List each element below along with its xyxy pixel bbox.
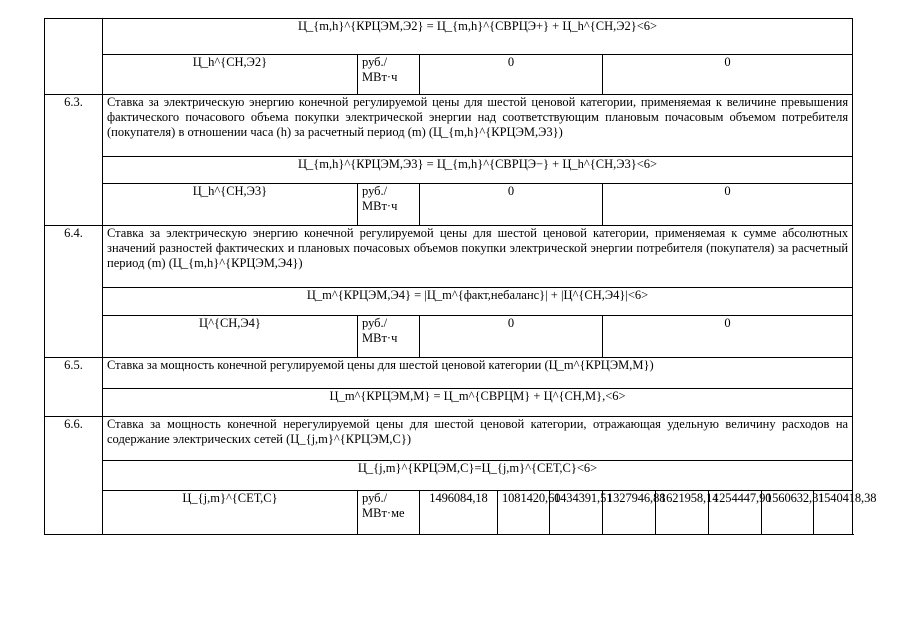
formula-c	[103, 461, 853, 491]
table-row	[45, 389, 853, 417]
label-text: Ц^{СН,Э4}	[199, 316, 261, 330]
label-e2	[103, 55, 358, 95]
unit-e2	[358, 55, 420, 95]
formula-e2	[103, 19, 853, 55]
value-text: 0	[724, 316, 731, 330]
description-63	[103, 95, 853, 157]
unit-e4	[358, 316, 420, 358]
unit-e3	[358, 184, 420, 226]
value-text: 1496084,18	[429, 491, 488, 505]
row-number	[45, 95, 103, 226]
table-row	[45, 184, 853, 226]
value-text: 0	[507, 316, 515, 330]
label-text: Ц_h^{СН,Э3}	[192, 184, 268, 198]
formula-text: Ц_{m,h}^{КРЦЭМ,Э2} = Ц_{m,h}^{СВРЦЭ+} + Ц_h^{СН,Э2}<6>	[298, 19, 658, 33]
value-c-7	[762, 491, 825, 535]
formula-m	[103, 389, 853, 417]
unit-line: руб./	[362, 491, 388, 505]
value-c-2	[498, 491, 561, 535]
description-text: Ставка за мощность конечной нерегулируемой цены для шестой ценовой категории, отражающая удельную величину расходов на содержание электрических сетей (Ц_{j,m}^{КРЦЭМ,С})	[107, 417, 849, 446]
description-text: Ставка за электрическую энергию конечной регулируемой цены для шестой ценовой категории, применяемая к величине превышения фактического почасового объема покупки электрической энергии над соответствующим плановым почасовым объемом потребителя (покупателя) в отношении часа (h) за расчетный период (m) (Ц_{m,h}^{КРЦЭМ,Э3})	[107, 95, 849, 139]
table-row	[45, 226, 853, 288]
row-number	[45, 358, 103, 417]
table-row	[45, 491, 853, 535]
row-number	[45, 226, 103, 358]
unit-line: МВт·ме	[362, 506, 405, 520]
value-c-3	[550, 491, 613, 535]
description-65	[103, 358, 853, 389]
value-text: 1560632,31	[766, 491, 825, 505]
value-text: 0	[507, 55, 515, 69]
value-e3-b	[603, 184, 853, 226]
value-text: 1327946,88	[607, 491, 666, 505]
value-text: 1540418,38	[818, 491, 877, 505]
value-c-1	[420, 491, 498, 535]
table-row	[45, 461, 853, 491]
table-row	[45, 316, 853, 358]
formula-e4	[103, 288, 853, 316]
description-text: Ставка за электрическую энергию конечной регулируемой цены для шестой ценовой категории, применяемая к сумме абсолютных значений разностей фактических и плановых почасовых объемов покупки электрической энергии потребителя (покупателя) за расчетный период (m) (Ц_{m,h}^{КРЦЭМ,Э4})	[107, 226, 849, 270]
unit-line: МВт·ч	[362, 331, 398, 345]
value-c-4	[603, 491, 666, 535]
value-c-8	[814, 491, 877, 535]
value-e3-a	[420, 184, 603, 226]
value-text: 1254447,90	[713, 491, 772, 505]
value-c-5	[656, 491, 719, 535]
value-text: 1434391,51	[554, 491, 613, 505]
description-text: Ставка за мощность конечной регулируемой цены для шестой ценовой категории (Ц_m^{КРЦЭМ,М})	[107, 358, 654, 372]
value-text: 0	[724, 55, 731, 69]
formula-text: Ц_m^{КРЦЭМ,М} = Ц_m^{СВРЦМ} + Ц^{СН,М},<6>	[329, 389, 626, 403]
row-number	[45, 417, 103, 535]
value-text: 0	[724, 184, 731, 198]
number-text: 6.6.	[64, 417, 83, 431]
value-e4-b	[603, 316, 853, 358]
table-row	[45, 288, 853, 316]
value-text: 1081420,60	[502, 491, 561, 505]
label-text: Ц_h^{СН,Э2}	[192, 55, 268, 69]
value-e4-a	[420, 316, 603, 358]
table-row	[45, 19, 853, 55]
value-c-6	[709, 491, 772, 535]
description-66	[103, 417, 853, 461]
number-text: 6.3.	[64, 95, 83, 109]
unit-line: руб./	[362, 316, 388, 330]
formula-e3	[103, 157, 853, 184]
table-row	[45, 417, 853, 461]
unit-c	[358, 491, 420, 535]
value-text: 1621958,14	[660, 491, 719, 505]
label-e3	[103, 184, 358, 226]
value-text: 0	[507, 184, 515, 198]
label-e4	[103, 316, 358, 358]
label-c	[103, 491, 358, 535]
table-row	[45, 55, 853, 95]
unit-line: МВт·ч	[362, 70, 398, 84]
table-row	[45, 157, 853, 184]
table-row	[45, 358, 853, 389]
unit-line: руб./	[362, 55, 388, 69]
tariff-table	[44, 18, 877, 535]
unit-line: МВт·ч	[362, 199, 398, 213]
value-e2-b	[603, 55, 853, 95]
formula-text: Ц_{j,m}^{КРЦЭМ,С}=Ц_{j,m}^{СЕТ,С}<6>	[357, 461, 598, 475]
number-text: 6.5.	[64, 358, 83, 372]
description-64	[103, 226, 853, 288]
number-text: 6.4.	[64, 226, 83, 240]
unit-line: руб./	[362, 184, 388, 198]
table-row	[45, 95, 853, 157]
value-e2-a	[420, 55, 603, 95]
formula-text: Ц_m^{КРЦЭМ,Э4} = |Ц_m^{факт,небаланс}| + |Ц^{СН,Э4}|<6>	[306, 288, 649, 302]
label-text: Ц_{j,m}^{СЕТ,С}	[182, 491, 278, 505]
formula-text: Ц_{m,h}^{КРЦЭМ,Э3} = Ц_{m,h}^{СВРЦЭ−} + Ц_h^{СН,Э3}<6>	[298, 157, 658, 171]
number-cell	[45, 19, 103, 95]
